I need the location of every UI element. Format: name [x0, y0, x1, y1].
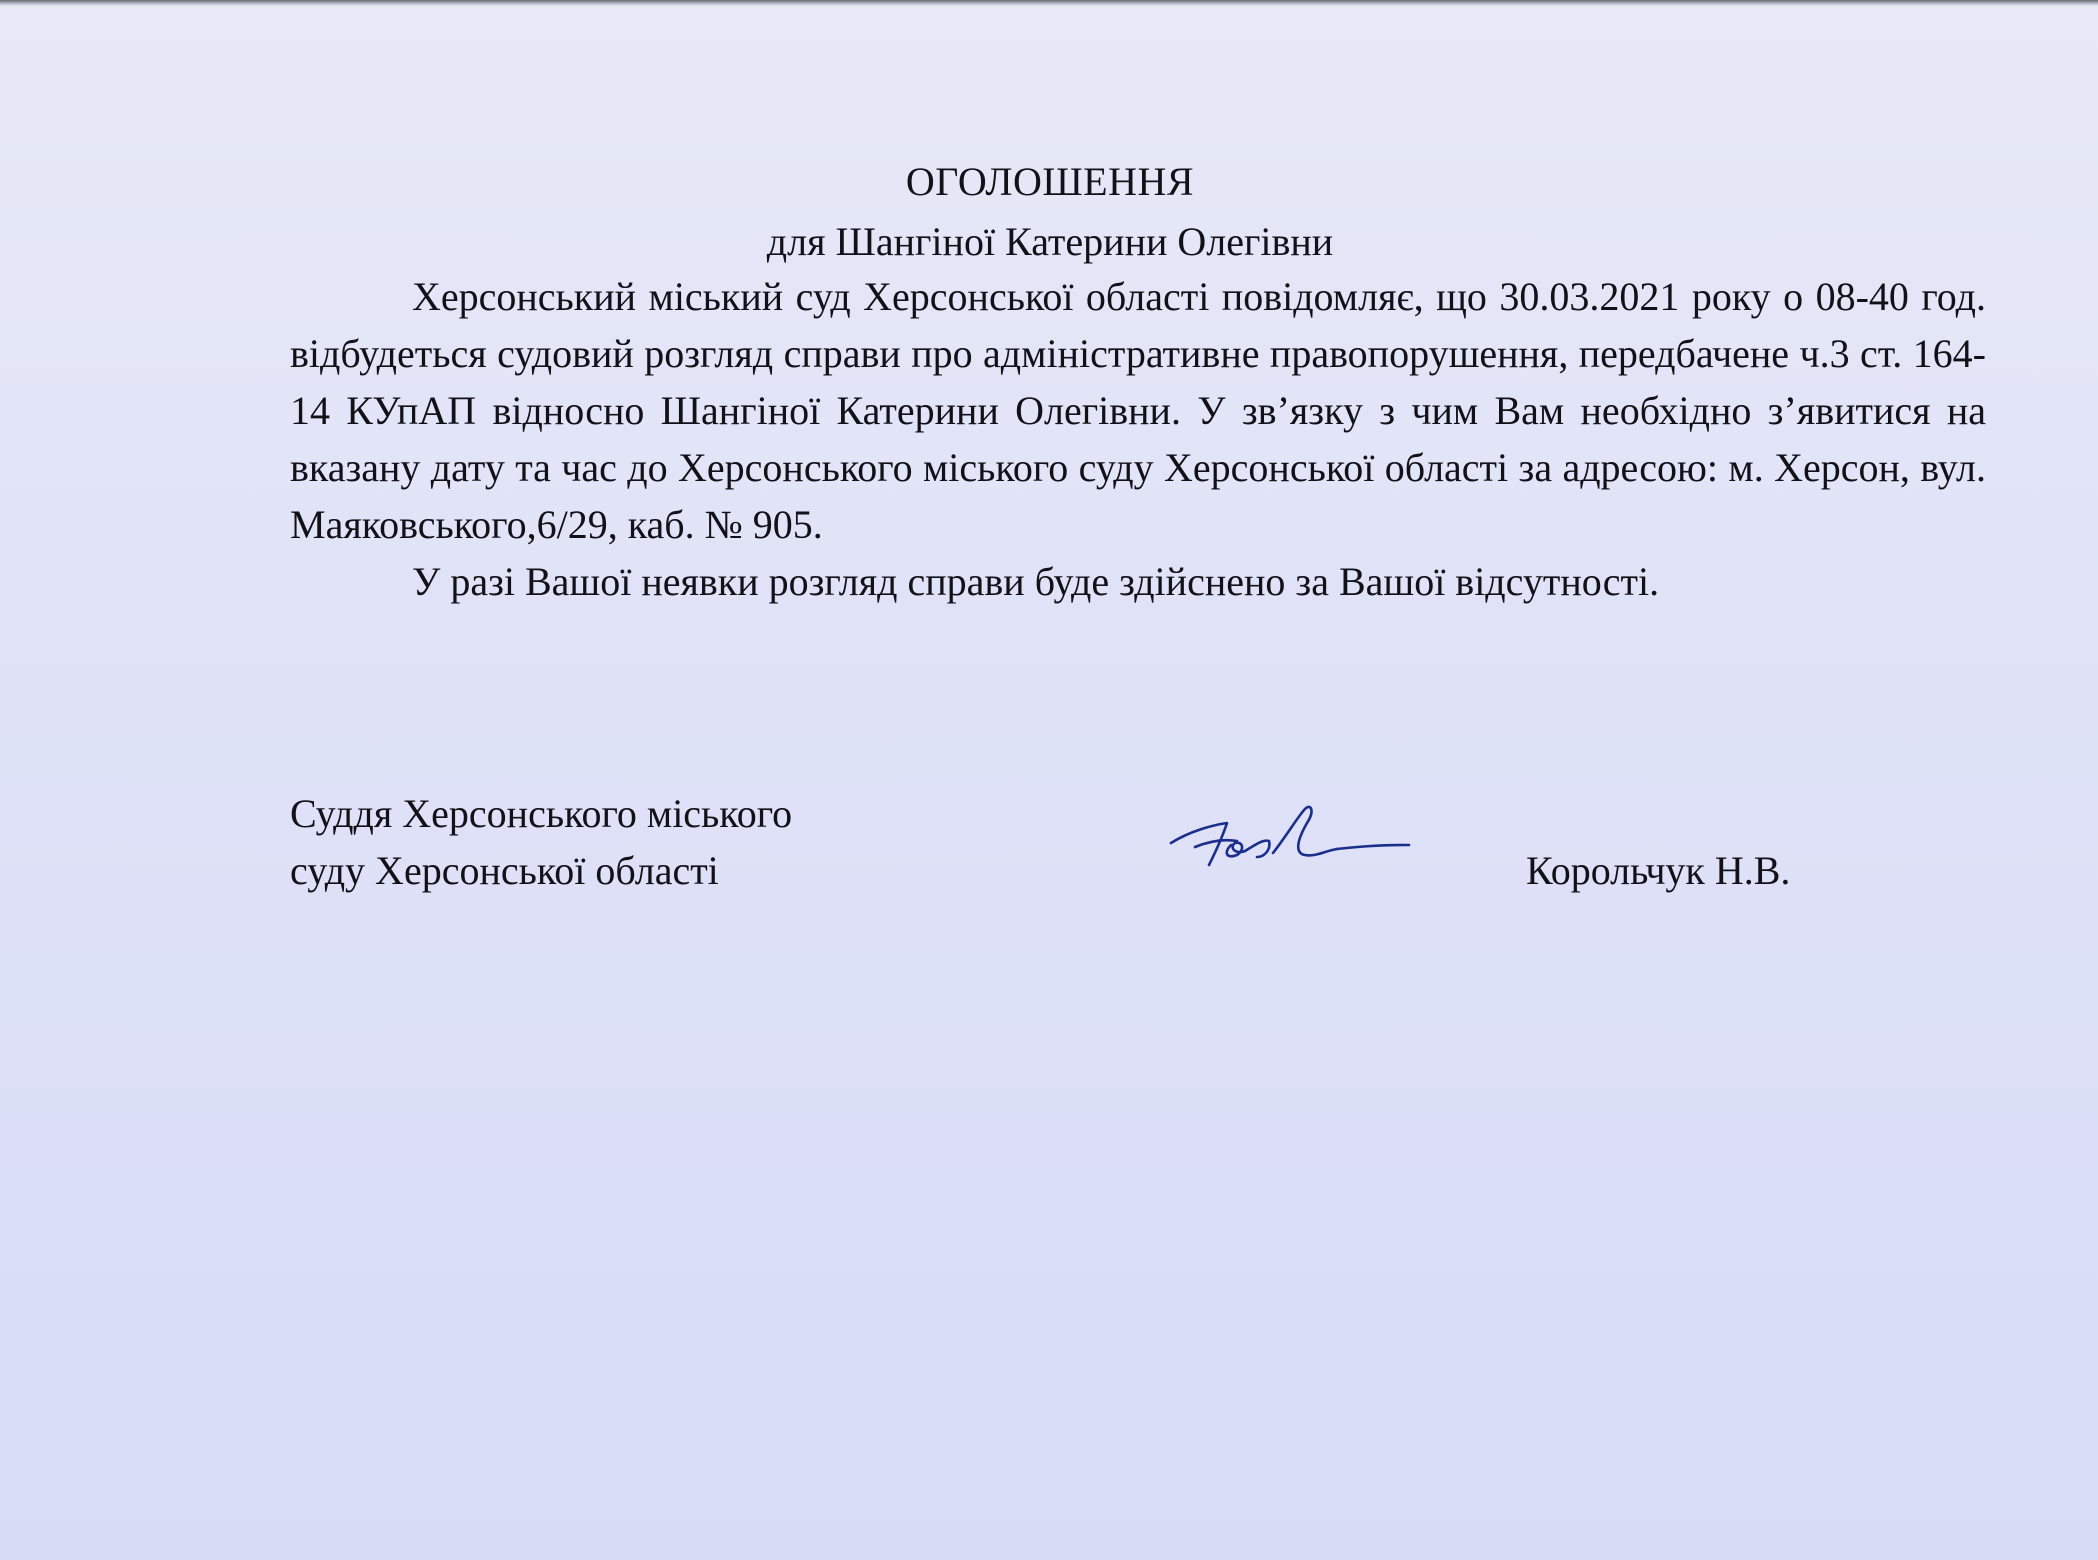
judge-position-line-2: суду Херсонської області	[290, 848, 719, 893]
judge-position-line-1: Суддя Херсонського міського	[290, 791, 793, 836]
notice-paragraph-absence: У разі Вашої неявки розгляд справи буде здійснено за Вашої відсутності.	[412, 559, 1660, 604]
judge-name: Корольчук Н.В.	[1526, 848, 1791, 893]
document-subtitle: для Шангіної Катерини Олегівни	[766, 219, 1334, 264]
notice-body	[290, 268, 1986, 610]
handwritten-signature	[1165, 795, 1415, 885]
judge-position	[290, 785, 1010, 899]
signature-block	[290, 785, 1990, 905]
notice-paragraph-main: Херсонський міський суд Херсонської області повідомляє, що 30.03.2021 року о 08-40 год. відбудеться судовий розгляд справи про адміністративне правопорушення, передбачене ч.3 ст. 164-14 КУпАП відносно Шангіної Катерини Олегівни. У зв’язку з чим Вам необхідно з’явитися на вказану дату та час до Херсонського міського суду Херсонської області за адресою: м. Херсон, вул. Маяковського,6/29, каб. № 905.	[290, 274, 1986, 547]
document-title: ОГОЛОШЕННЯ	[905, 159, 1195, 204]
